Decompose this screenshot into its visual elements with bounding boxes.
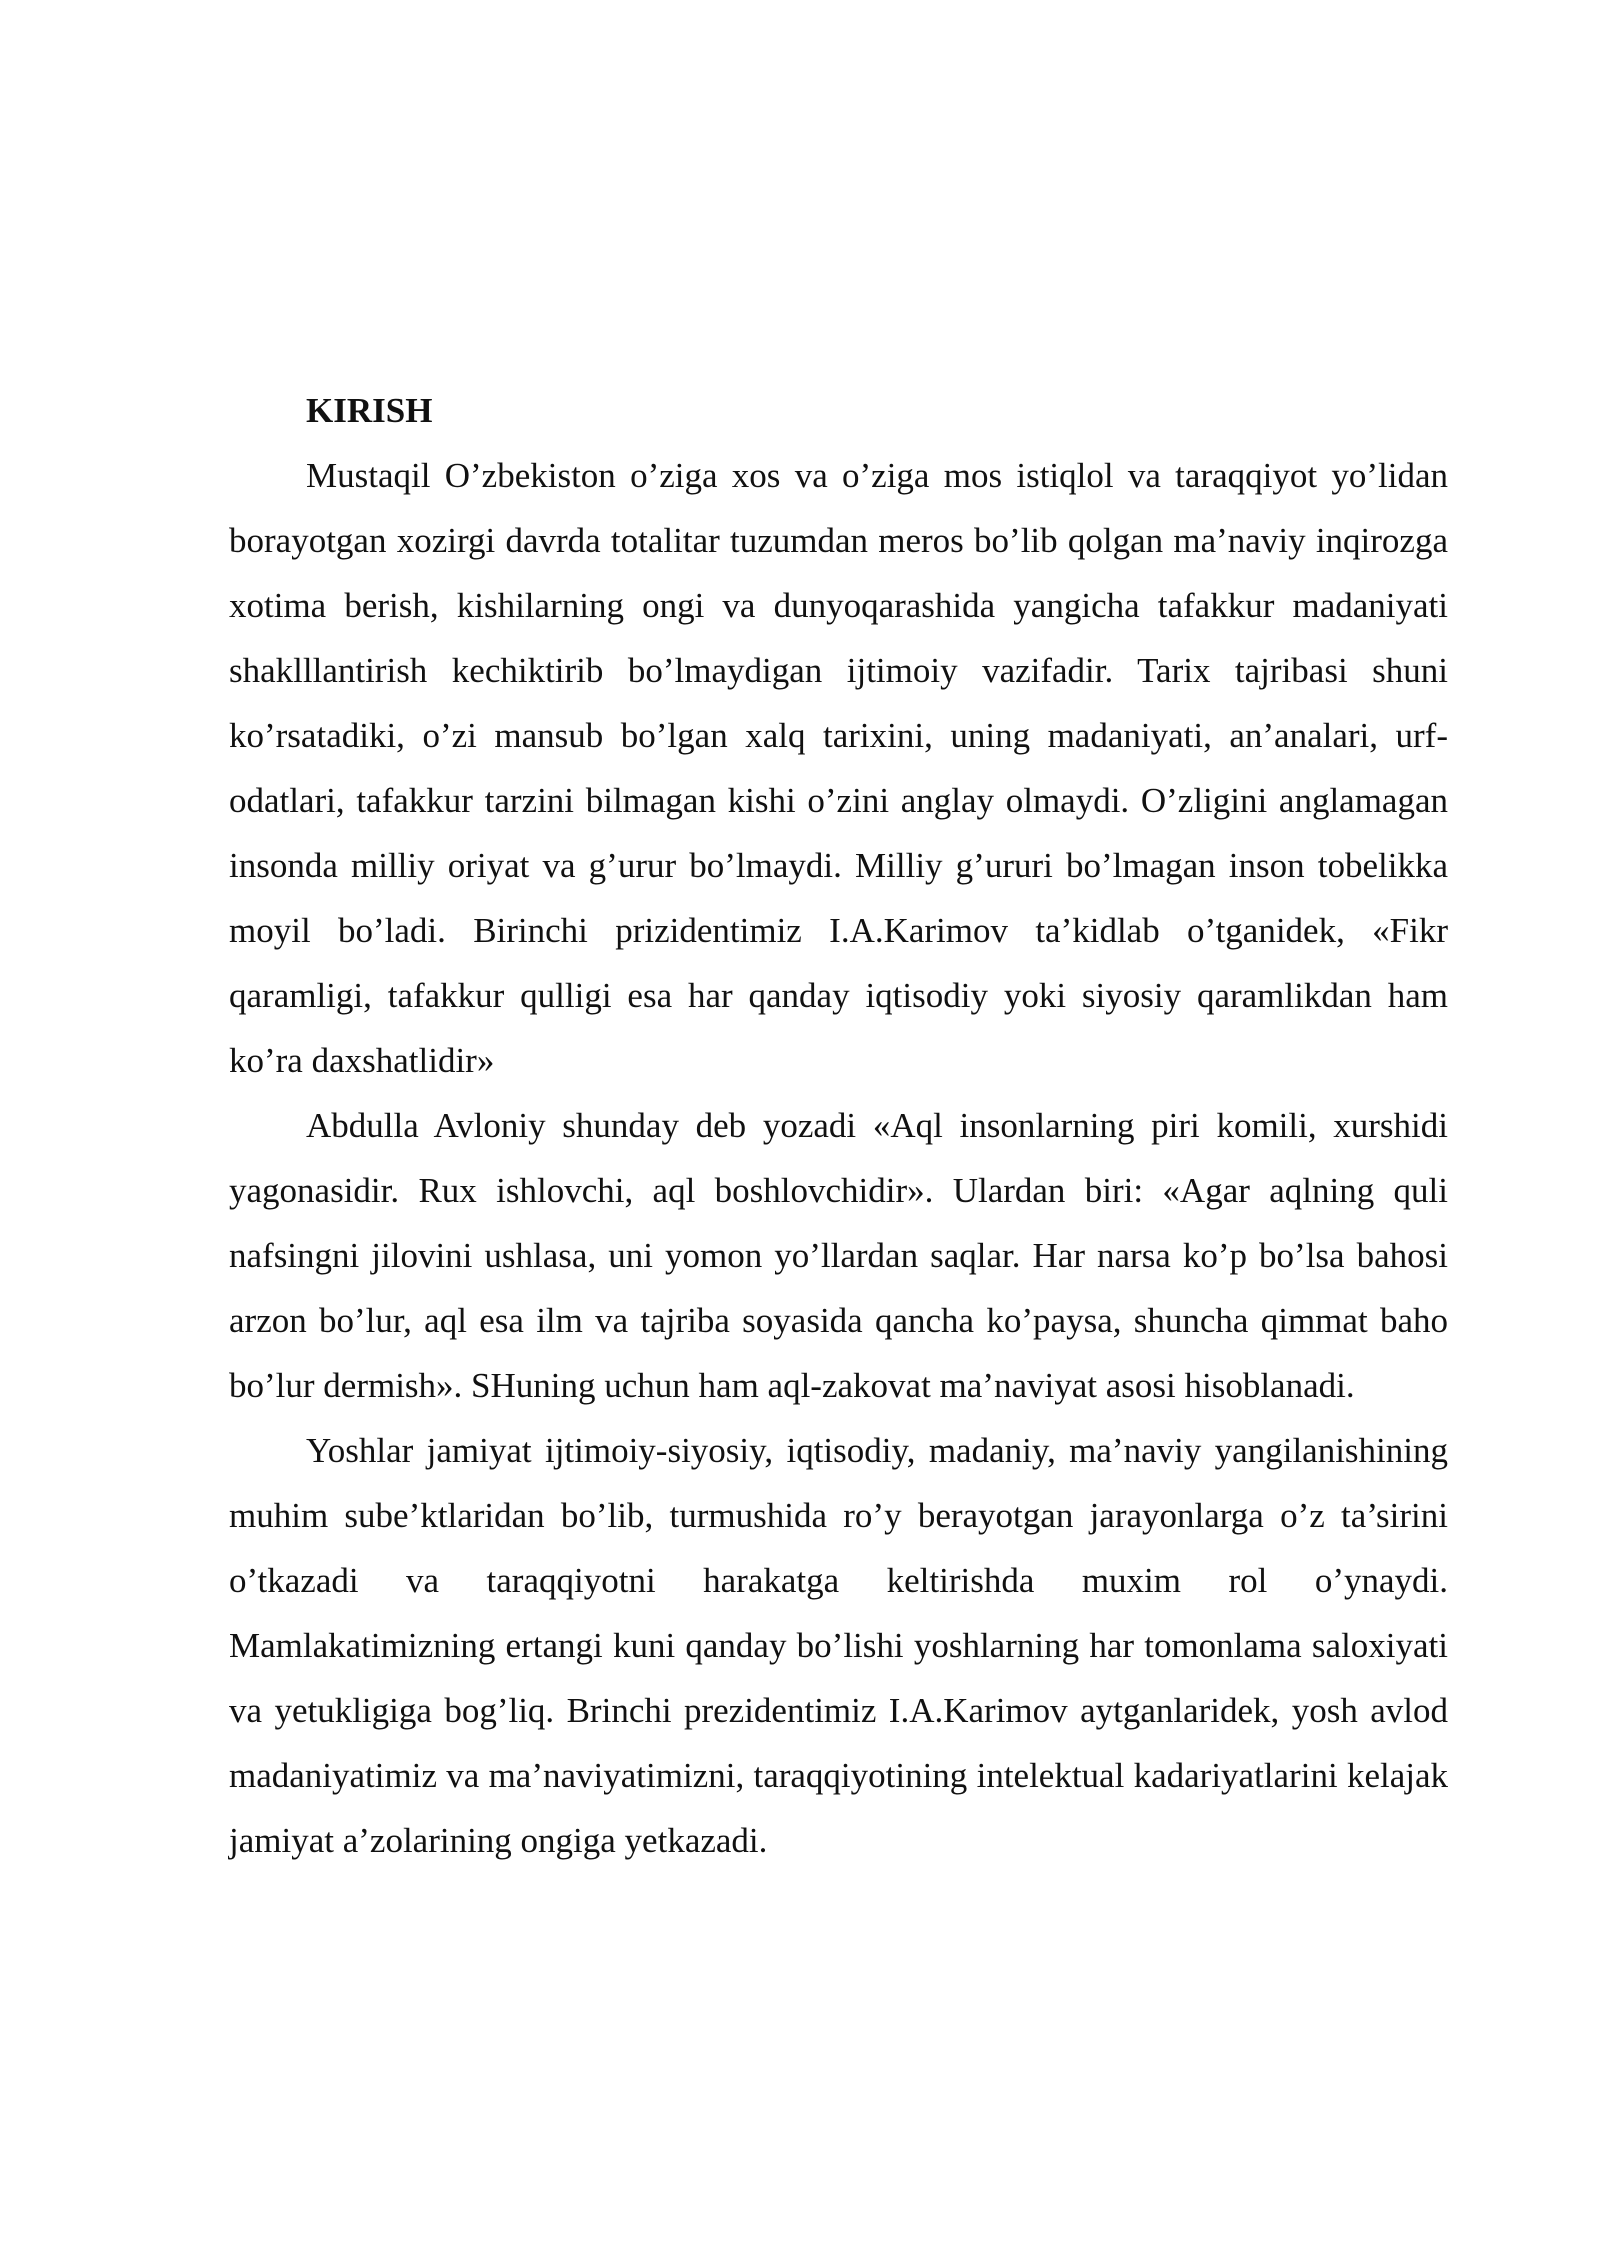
- paragraph-youth: Yoshlar jamiyat ijtimoiy-siyosiy, iqtisodiy, madaniy, ma’naviy yangilanishining muhim sube’ktlaridan bo’lib, turmushida ro’y berayotgan jarayonlarga o’z ta’sirini o’tkazadi va taraqqiyotni harakatga keltirishda muxim rol o’ynaydi. Mamlakatimizning ertangi kuni qanday bo’lishi yoshlarning har tomonlama saloxiyati va yetukligiga bog’liq. Brinchi prezidentimiz I.A.Karimov aytganlaridek, yosh avlod madaniyatimiz va ma’naviyatimizni, taraqqiyotining intelektual kadariyatlarini kelajak jamiyat a’zolarining ongiga yetkazadi.: [229, 1431, 1448, 1860]
- paragraph-intro: Mustaqil O’zbekiston o’ziga xos va o’ziga mos istiqlol va taraqqiyot yo’lidan borayotgan xozirgi davrda totalitar tuzumdan meros bo’lib qolgan ma’naviy inqirozga xotima berish, kishilarning ongi va dunyoqarashida yangicha tafakkur madaniyati shaklllantirish kechiktirib bo’lmaydigan ijtimoiy vazifadir. Tarix tajribasi shuni ko’rsatadiki, o’zi mansub bo’lgan xalq tarixini, uning madaniyati, an’analari, urf-odatlari, tafakkur tarzini bilmagan kishi o’zini anglay olmaydi. O’zligini anglamagan insonda milliy oriyat va g’urur bo’lmaydi. Milliy g’ururi bo’lmagan inson tobelikka moyil bo’ladi. Birinchi prizidentimiz I.A.Karimov ta’kidlab o’tganidek, «Fikr qaramligi, tafakkur qulligi esa har qanday iqtisodiy yoki siyosiy qaramlikdan ham ko’ra daxshatlidir»: [229, 456, 1448, 1080]
- section-heading: KIRISH: [306, 391, 433, 430]
- paragraph-avloniy: Abdulla Avloniy shunday deb yozadi «Aql insonlarning piri komili, xurshidi yagonasidir. Rux ishlovchi, aql boshlovchidir». Ulardan biri: «Agar aqlning quli nafsingni jilovini ushlasa, uni yomon yo’llardan saqlar. Har narsa ko’p bo’lsa bahosi arzon bo’lur, aql esa ilm va tajriba soyasida qancha ko’paysa, shuncha qimmat baho bo’lur dermish». SHuning uchun ham aql-zakovat ma’naviyat asosi hisoblanadi.: [229, 1106, 1448, 1405]
- document-body: [229, 378, 1448, 1873]
